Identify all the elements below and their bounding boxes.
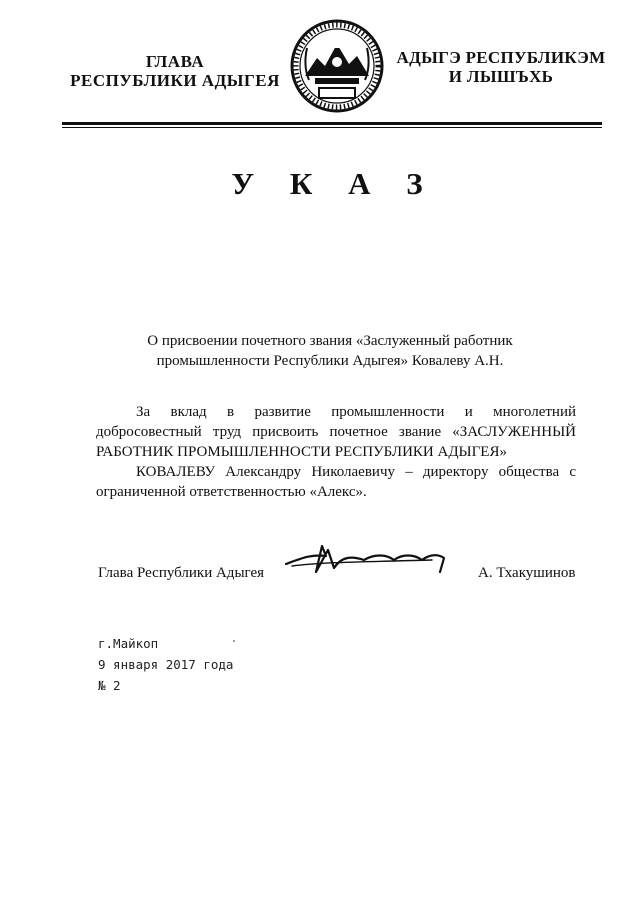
decree-date: 9 января 2017 года bbox=[98, 657, 234, 672]
issuer-title-line2: РЕСПУБЛИКИ АДЫГЕЯ bbox=[70, 71, 280, 90]
signatory-position: Глава Республики Адыгея bbox=[98, 565, 265, 581]
decree-subject bbox=[130, 331, 530, 371]
issuer-title-adyghe-line2: И ЛЫШЪХЬ bbox=[448, 67, 554, 86]
issuer-title-adyghe-line1: АДЫГЭ РЕСПУБЛИКЭМ bbox=[396, 48, 606, 67]
issuer-title-adyghe bbox=[396, 48, 606, 86]
scan-speck bbox=[233, 640, 235, 642]
issuer-title-russian bbox=[40, 52, 310, 90]
decree-subject-line1: О присвоении почетного звания «Заслуженный работник bbox=[147, 333, 513, 349]
issuer-title-line1: ГЛАВА bbox=[145, 52, 205, 71]
decree-meta bbox=[98, 633, 233, 696]
header-divider-thin bbox=[62, 127, 602, 128]
decree-paragraph-1: За вклад в развитие промышленности и многолетний добросовестный труд присвоить почетное звание «ЗАСЛУЖЕННЫЙ РАБОТНИК ПРОМЫШЛЕННОСТИ РЕСПУБЛИКИ АДЫГЕЯ» bbox=[96, 404, 576, 460]
republic-emblem-icon bbox=[285, 18, 389, 114]
decree-subject-line2: промышленности Республики Адыгея» Ковалеву А.Н. bbox=[156, 353, 504, 369]
document-title: У К А З bbox=[231, 166, 437, 201]
header-divider-thick bbox=[62, 122, 602, 125]
decree-number: № 2 bbox=[98, 678, 121, 693]
signatory-name: А. Тхакушинов bbox=[478, 565, 576, 581]
decree-paragraph-2: КОВАЛЕВУ Александру Николаевичу – директору общества с ограниченной ответственностью «Алекс». bbox=[96, 464, 576, 500]
handwritten-signature bbox=[282, 538, 450, 576]
decree-body bbox=[96, 402, 576, 502]
decree-city: г.Майкоп bbox=[98, 636, 159, 651]
